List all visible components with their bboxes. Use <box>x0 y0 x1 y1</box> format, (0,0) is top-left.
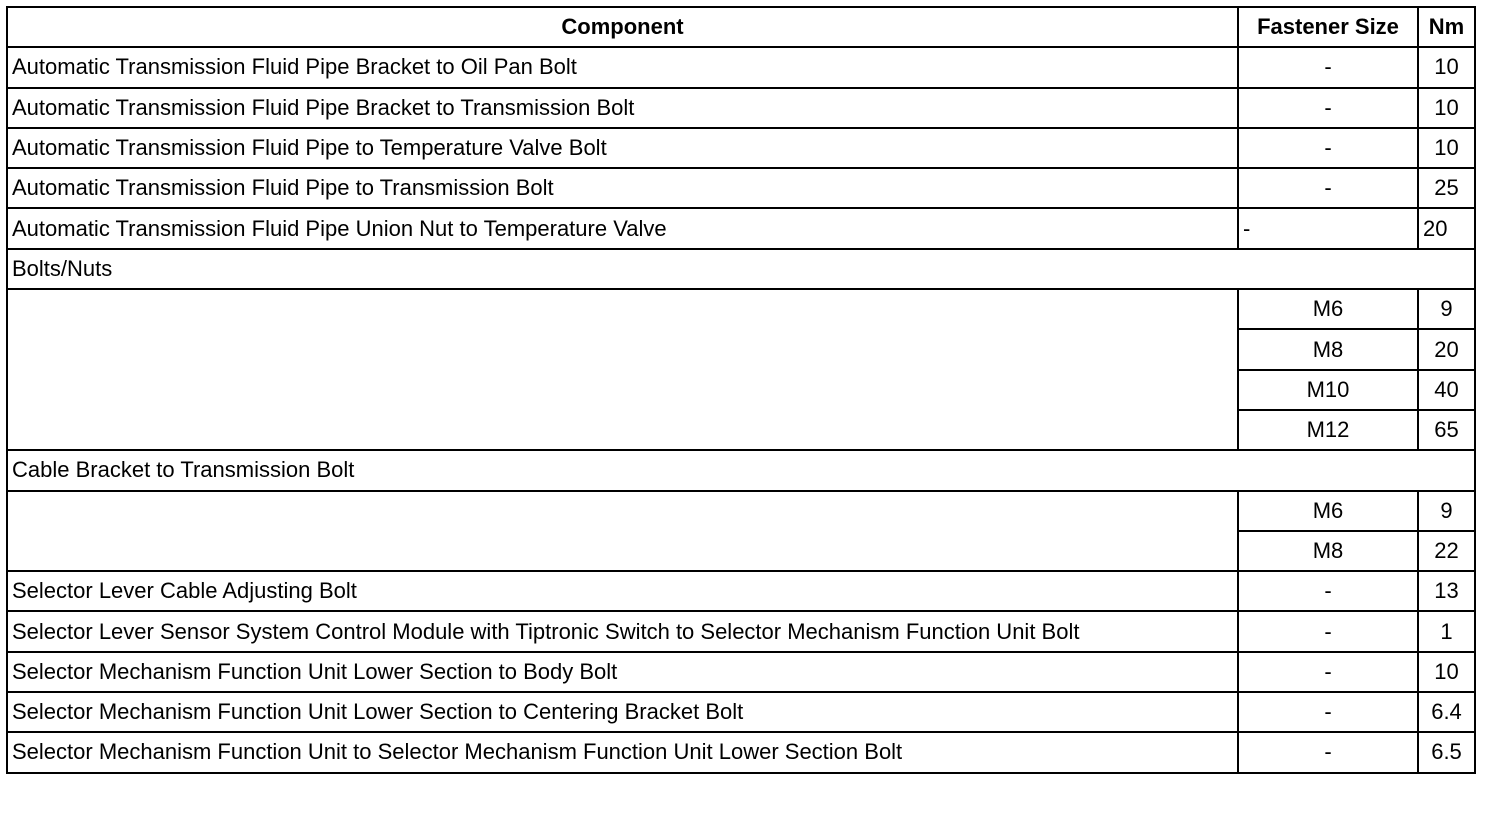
torque-spec-table-container <box>6 6 1476 774</box>
table-row <box>7 611 1475 651</box>
table-row <box>7 652 1475 692</box>
nm-cell: 10 <box>1418 128 1475 168</box>
fastener-size-cell: - <box>1238 652 1418 692</box>
fastener-size-cell: M8 <box>1238 531 1418 571</box>
nm-cell: 25 <box>1418 168 1475 208</box>
nm-cell: 20 <box>1418 208 1475 248</box>
group-title-row <box>7 450 1475 490</box>
fastener-size-cell: M10 <box>1238 370 1418 410</box>
nm-cell: 20 <box>1418 329 1475 369</box>
torque-spec-table <box>6 6 1476 774</box>
fastener-size-cell: - <box>1238 611 1418 651</box>
component-cell: Automatic Transmission Fluid Pipe Union Nut to Temperature Valve <box>7 208 1238 248</box>
component-cell: Automatic Transmission Fluid Pipe Bracket to Transmission Bolt <box>7 88 1238 128</box>
nm-cell: 9 <box>1418 289 1475 329</box>
table-row <box>7 491 1475 531</box>
fastener-size-cell: - <box>1238 88 1418 128</box>
table-row <box>7 571 1475 611</box>
nm-cell: 6.4 <box>1418 692 1475 732</box>
component-cell: Automatic Transmission Fluid Pipe Bracket to Oil Pan Bolt <box>7 47 1238 87</box>
header-fastener-size: Fastener Size <box>1238 7 1418 47</box>
component-cell: Automatic Transmission Fluid Pipe to Temperature Valve Bolt <box>7 128 1238 168</box>
nm-cell: 40 <box>1418 370 1475 410</box>
table-row <box>7 732 1475 772</box>
fastener-size-cell: - <box>1238 128 1418 168</box>
nm-cell: 9 <box>1418 491 1475 531</box>
table-row <box>7 208 1475 248</box>
fastener-size-cell: M8 <box>1238 329 1418 369</box>
nm-cell: 10 <box>1418 88 1475 128</box>
table-row <box>7 47 1475 87</box>
table-row <box>7 692 1475 732</box>
blank-component-cell <box>7 491 1238 572</box>
fastener-size-cell: - <box>1238 168 1418 208</box>
fastener-size-cell: - <box>1238 692 1418 732</box>
group-title-row <box>7 249 1475 289</box>
nm-cell: 6.5 <box>1418 732 1475 772</box>
nm-cell: 10 <box>1418 652 1475 692</box>
component-cell: Selector Mechanism Function Unit Lower Section to Centering Bracket Bolt <box>7 692 1238 732</box>
component-cell: Automatic Transmission Fluid Pipe to Transmission Bolt <box>7 168 1238 208</box>
component-cell: Selector Lever Sensor System Control Module with Tiptronic Switch to Selector Mechanism Function Unit Bolt <box>7 611 1238 651</box>
table-row <box>7 289 1475 329</box>
nm-cell: 22 <box>1418 531 1475 571</box>
component-cell: Selector Mechanism Function Unit Lower Section to Body Bolt <box>7 652 1238 692</box>
fastener-size-cell: M6 <box>1238 491 1418 531</box>
table-row <box>7 168 1475 208</box>
component-cell: Selector Mechanism Function Unit to Selector Mechanism Function Unit Lower Section Bolt <box>7 732 1238 772</box>
table-row <box>7 128 1475 168</box>
group-title-bolts-nuts: Bolts/Nuts <box>7 249 1475 289</box>
group-title-cable-bracket: Cable Bracket to Transmission Bolt <box>7 450 1475 490</box>
header-row <box>7 7 1475 47</box>
nm-cell: 65 <box>1418 410 1475 450</box>
nm-cell: 1 <box>1418 611 1475 651</box>
fastener-size-cell: - <box>1238 732 1418 772</box>
header-nm: Nm <box>1418 7 1475 47</box>
blank-component-cell <box>7 289 1238 450</box>
nm-cell: 10 <box>1418 47 1475 87</box>
nm-cell: 13 <box>1418 571 1475 611</box>
fastener-size-cell: - <box>1238 208 1418 248</box>
fastener-size-cell: M12 <box>1238 410 1418 450</box>
table-row <box>7 88 1475 128</box>
fastener-size-cell: M6 <box>1238 289 1418 329</box>
fastener-size-cell: - <box>1238 47 1418 87</box>
fastener-size-cell: - <box>1238 571 1418 611</box>
component-cell: Selector Lever Cable Adjusting Bolt <box>7 571 1238 611</box>
header-component: Component <box>7 7 1238 47</box>
